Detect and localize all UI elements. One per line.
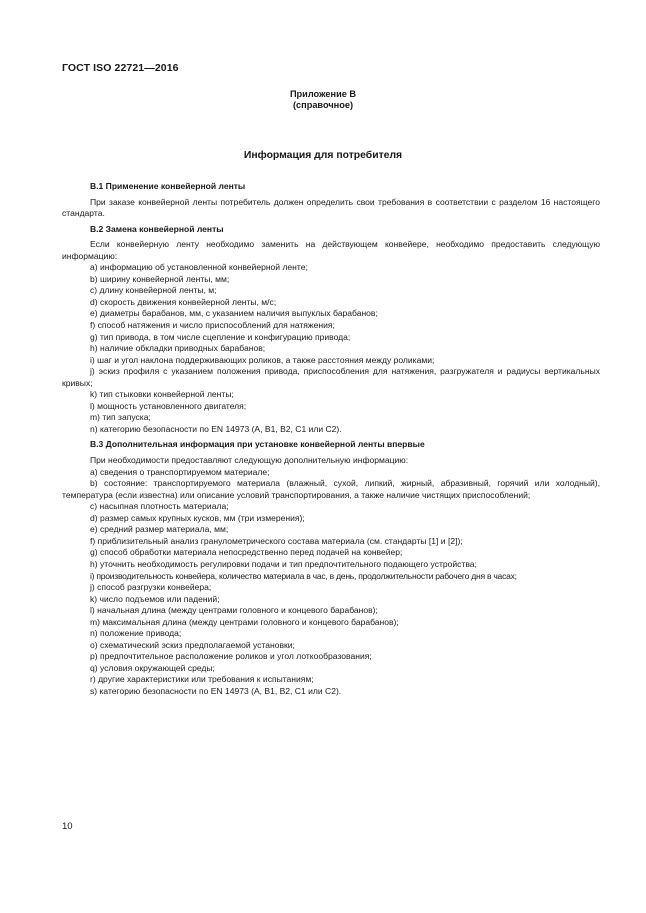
- list-item: d) скорость движения конвейерной ленты, м/с;: [90, 296, 277, 307]
- list-item: b) ширину конвейерной ленты, мм;: [90, 273, 230, 284]
- section-b1-text: При заказе конвейерной ленты потребитель должен определить свои требования в соответствии с разделом 16 настоящего стандарта.: [62, 196, 600, 219]
- section-b1-heading: В.1 Применение конвейерной ленты: [90, 181, 246, 191]
- list-item: f) приблизительный анализ гранулометрического состава материала (см. стандарты [1] и [2]);: [90, 535, 463, 546]
- list-item: a) информацию об установленной конвейерной ленте;: [90, 262, 308, 273]
- list-item: i) производительность конвейера, количество материала в час, в день, продолжительности рабочего дня в часах;: [90, 570, 517, 581]
- standard-designation: ГОСТ ISO 22721—2016: [62, 62, 179, 74]
- list-item: m) тип запуска;: [90, 412, 151, 423]
- appendix-body: [62, 181, 600, 698]
- list-item: q) условия окружающей среды;: [90, 662, 215, 673]
- list-item: j) способ разгрузки конвейера;: [90, 582, 212, 593]
- list-item: b) состояние: транспортируемого материала (влажный, сухой, липкий, жирный, абразивный, горячий или холодный), температура (если известна) или описание условий транспортирования, а также наличие чистящих приспособлений;: [62, 478, 600, 500]
- section-b3-intro: При необходимости предоставляют следующую дополнительную информацию:: [90, 455, 409, 466]
- list-item: m) максимальная длина (между центрами головного и концевого барабанов);: [90, 616, 399, 627]
- list-item: n) категорию безопасности по EN 14973 (A, B1, B2, C1 или C2).: [90, 423, 342, 434]
- list-item: e) средний размер материала, мм;: [90, 524, 229, 535]
- section-b2-list: [62, 262, 600, 435]
- list-item: l) мощность установленного двигателя;: [90, 400, 247, 411]
- section-b2-intro: Если конвейерную ленту необходимо заменить на действующем конвейере, необходимо предоставить следующую информацию:: [62, 239, 600, 261]
- list-item: c) насыпная плотность материала;: [90, 501, 229, 512]
- list-item: i) шаг и угол наклона поддерживающих роликов, а также расстояния между роликами;: [90, 354, 435, 365]
- list-item: g) способ обработки материала непосредственно перед подачей на конвейер;: [90, 547, 403, 558]
- list-item: l) начальная длина (между центрами головного и концевого барабанов);: [90, 605, 378, 616]
- list-item: k) тип стыковки конвейерной ленты;: [90, 389, 234, 400]
- page-title: Информация для потребителя: [243, 150, 403, 161]
- list-item: h) уточнить необходимость регулировки подачи и тип предпочтительного подающего устройства;: [90, 558, 477, 569]
- appendix-subtitle: (справочное): [292, 100, 353, 110]
- section-b3-list: [62, 467, 600, 698]
- list-item: s) категорию безопасности по EN 14973 (A, B1, B2, C1 или C2).: [90, 685, 342, 696]
- section-b2-heading: В.2 Замена конвейерной ленты: [90, 223, 224, 234]
- list-item: g) тип привода, в том числе сцепление и конфигурацию привода;: [90, 331, 351, 342]
- appendix-title: Приложение В: [289, 89, 357, 99]
- list-item: e) диаметры барабанов, мм, с указанием наличия выпуклых барабанов;: [90, 308, 378, 319]
- list-item: d) размер самых крупных кусков, мм (три измерения);: [90, 512, 305, 523]
- list-item: h) наличие обкладки приводных барабанов;: [90, 343, 266, 354]
- list-item: a) сведения о транспортируемом материале;: [90, 466, 270, 477]
- list-item: j) эскиз профиля с указанием положения привода, приспособления для натяжения, разгружателя и радиусы вертикальных кривых;: [62, 366, 600, 388]
- list-item: o) схематический эскиз предполагаемой установки;: [90, 639, 295, 650]
- list-item: p) предпочтительное расположение роликов и угол лоткообразования;: [90, 651, 372, 662]
- list-item: n) положение привода;: [90, 628, 182, 639]
- section-b3-heading: В.3 Дополнительная информация при установке конвейерной ленты впервые: [90, 439, 425, 450]
- page-number: 10: [62, 821, 73, 832]
- list-item: r) другие характеристики или требования к испытаниям;: [90, 674, 314, 685]
- list-item: k) число подъемов или падений;: [90, 593, 220, 604]
- list-item: f) способ натяжения и число приспособлений для натяжения;: [90, 320, 335, 331]
- list-item: c) длину конвейерной ленты, м;: [90, 285, 217, 296]
